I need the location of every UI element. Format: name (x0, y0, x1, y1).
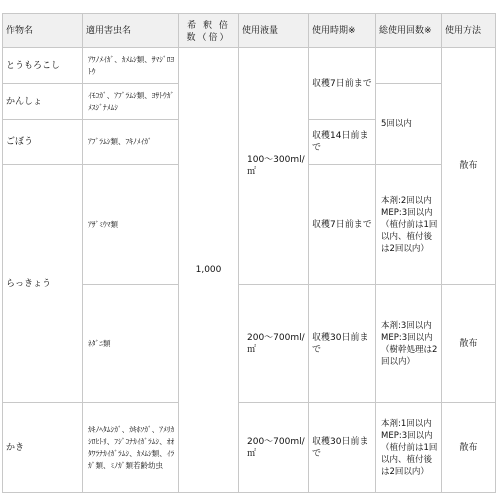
crop-cell: かんしょ (3, 84, 83, 120)
timing-cell: 収穫30日前まで (309, 403, 376, 493)
total-uses-cell: 本剤:3回以内 MEP:3回以内（樹幹処理は2回以内） (376, 285, 442, 403)
total-uses-cell: 5回以内 (376, 84, 442, 165)
volume-cell: 200～700ml/㎡ (239, 285, 309, 403)
timing-cell: 収穫7日前まで (309, 165, 376, 285)
header-volume: 使用液量 (239, 14, 309, 48)
method-cell: 散布 (442, 403, 496, 493)
timing-cell: 収穫14日前まで (309, 120, 376, 165)
pest-cell: ｱﾜﾉﾒｲｶﾞ、ｶﾒﾑｼ類、ｻﾏｼﾞﾛﾖﾄｳ (83, 48, 179, 84)
total-uses-cell: 本剤:2回以内 MEP:3回以内（植付前は1回以内、植付後は2回以内） (376, 165, 442, 285)
total-uses-cell (376, 48, 442, 84)
pesticide-usage-table (2, 13, 496, 493)
pest-cell: ｱﾌﾞﾗﾑｼ類、ﾌｷﾉﾒｲｶﾞ (83, 120, 179, 165)
timing-cell: 収穫30日前まで (309, 285, 376, 403)
table-row (3, 403, 496, 493)
table-row (3, 48, 496, 84)
pest-cell: ｱｻﾞﾐｳﾏ類 (83, 165, 179, 285)
header-row (3, 14, 496, 48)
timing-cell: 収穫7日前まで (309, 48, 376, 120)
pest-cell: ｶｷﾉﾍﾀﾑｼｶﾞ、ｶｷﾎｿｶﾞ、ｱﾒﾘｶｼﾛﾋﾄﾘ、ﾌｼﾞｺﾅｶｲｶﾞﾗﾑｼ、ｵｵﾀﾜﾗﾅｶｲｶﾞﾗﾑｼ、ｶﾒﾑｼ類、ｲﾗｶﾞ類、ﾐﾉｶﾞ類若齢幼虫 (83, 403, 179, 493)
header-crop: 作物名 (3, 14, 83, 48)
pest-cell: ﾈﾀﾞﾆ類 (83, 285, 179, 403)
header-pest: 適用害虫名 (83, 14, 179, 48)
header-dilution-ratio: 希 釈 倍 数（倍） (179, 14, 239, 48)
volume-cell: 100～300ml/㎡ (239, 48, 309, 285)
volume-cell: 200～700ml/㎡ (239, 403, 309, 493)
pest-cell: ｲﾓｺｶﾞ、ｱﾌﾞﾗﾑｼ類、ﾖｻﾄｳｶﾞﾒｽｼﾞﾅﾒﾑｼ (83, 84, 179, 120)
method-cell: 散布 (442, 48, 496, 285)
crop-cell: かき (3, 403, 83, 493)
method-cell: 散布 (442, 285, 496, 403)
crop-cell: らっきょう (3, 165, 83, 403)
crop-cell: ごぼう (3, 120, 83, 165)
header-method: 使用方法 (442, 14, 496, 48)
total-uses-cell: 本剤:1回以内 MEP:3回以内（植付前は1回以内、植付後は2回以内） (376, 403, 442, 493)
crop-cell: とうもろこし (3, 48, 83, 84)
dilution-ratio-cell: 1,000 (179, 48, 239, 493)
header-total-uses: 総使用回数※ (376, 14, 442, 48)
header-timing: 使用時期※ (309, 14, 376, 48)
